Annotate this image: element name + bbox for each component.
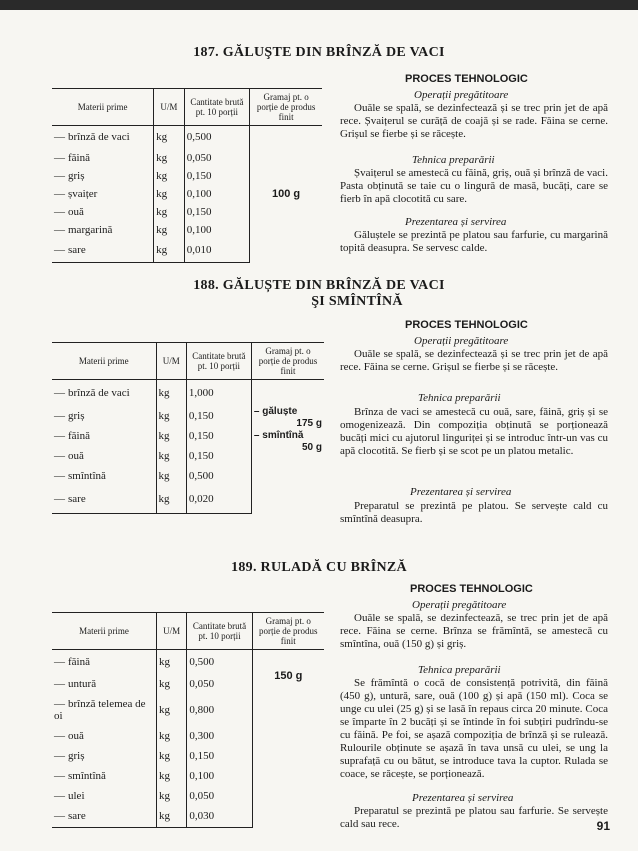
header-cantitate: Cantitate brută pt. 10 porții — [186, 343, 251, 380]
ingredient-name: ouă — [68, 449, 84, 462]
table-row: — șvaițer kg 0,100 — [52, 185, 322, 203]
recipe-188-title: 188. GĂLUȘTE DIN BRÎNZĂ DE VACI — [193, 278, 445, 293]
ingredient-name: sare — [68, 244, 86, 257]
recipe-189-section-text: Ouăle se spală, se dezinfectează, se trec prin jet de apă rece. Făina se cerne. Brînza se frămîntă, se amestecă cu smîntîna, ouă (150 g) și griș. — [340, 612, 608, 650]
ingredient-qty: 0,050 — [187, 786, 252, 806]
ingredient-qty: 0,500 — [186, 466, 251, 486]
table-row: — griș kg 0,150 — [52, 406, 324, 426]
ingredient-qty: 0,500 — [187, 650, 252, 674]
header-materii: Materii prime — [52, 343, 156, 380]
table-row: — griș kg 0,150 — [52, 746, 324, 766]
recipe-187-section-text: Găluștele se prezintă pe platou sau farfurie, cu margarină topită deasupra. Se servesc calde. — [340, 229, 608, 254]
recipe-187-ingredients-table — [52, 88, 322, 263]
ingredient-qty: 0,150 — [186, 406, 251, 426]
header-um: U/M — [156, 343, 186, 380]
page-number: 91 — [596, 819, 610, 833]
ingredient-unit: kg — [156, 406, 186, 426]
recipe-189-ingredients-table — [52, 612, 324, 828]
ingredient-qty: 1,000 — [186, 380, 251, 406]
ingredient-qty: 0,100 — [187, 766, 252, 786]
recipe-188-gramaj — [251, 380, 324, 514]
ingredient-qty: 0,800 — [187, 694, 252, 726]
table-row: — făină kg 0,500 150 g — [52, 650, 324, 674]
table-row: — ulei kg 0,050 — [52, 786, 324, 806]
ingredient-name: griș — [68, 749, 85, 762]
header-materii: Materii prime — [52, 89, 154, 126]
ingredient-name: ouă — [68, 729, 84, 742]
ingredient-name: brînză telemea de oi — [54, 697, 146, 722]
header-um: U/M — [156, 613, 186, 650]
header-cantitate: Cantitate brută pt. 10 porții — [184, 89, 249, 126]
ingredient-name: margarină — [68, 223, 113, 236]
ingredient-name: griș — [68, 169, 85, 182]
recipe-188-proces-title: PROCES TEHNOLOGIC — [405, 319, 528, 331]
header-materii: Materii prime — [52, 613, 156, 650]
ingredient-name: făină — [68, 429, 90, 442]
table-row: — brînză de vaci kg 1,000 – găluște 175 g – smîntînă 50 g — [52, 380, 324, 406]
recipe-189-section-text: Preparatul se prezintă pe platou sau farfurie. Se servește cald sau rece. — [340, 805, 608, 830]
ingredient-name: sare — [68, 810, 86, 823]
table-row: — sare kg 0,020 — [52, 486, 324, 514]
ingredient-name: smîntînă — [68, 469, 106, 482]
ingredient-qty: 0,010 — [184, 239, 249, 263]
recipe-189-section-heading: Prezentarea și servirea — [412, 792, 514, 804]
ingredient-qty: 0,150 — [186, 426, 251, 446]
table-row: — ouă kg 0,300 — [52, 726, 324, 746]
ingredient-unit: kg — [156, 466, 186, 486]
recipe-187-title: 187. GĂLUŞTE DIN BRÎNZĂ DE VACI — [193, 45, 445, 60]
header-gramaj: Gramaj pt. o porție de produs finit — [251, 343, 324, 380]
recipe-189-section-heading: Operații pregătitoare — [412, 599, 507, 611]
ingredient-unit: kg — [156, 486, 186, 514]
recipe-188-section-heading: Prezentarea și servirea — [410, 486, 512, 498]
ingredient-qty: 0,050 — [187, 674, 252, 694]
recipe-187-proces-title: PROCES TEHNOLOGIC — [405, 73, 528, 85]
recipe-187-section-text: Șvaițerul se amestecă cu făină, griș, ouă și brînză de vaci. Pasta obținută se taie cu o lingură de masă, bucăți, care se fierb în apă clocotită cu sare. — [340, 167, 608, 205]
ingredient-qty: 0,100 — [184, 185, 249, 203]
ingredient-unit: kg — [154, 239, 185, 263]
ingredient-unit: kg — [154, 149, 185, 167]
ingredient-unit: kg — [156, 694, 186, 726]
table-row: — griș kg 0,150 — [52, 167, 322, 185]
gramaj-value-galuste: 175 g — [296, 418, 322, 429]
ingredient-qty: 0,150 — [186, 446, 251, 466]
table-row: — sare kg 0,030 — [52, 806, 324, 828]
header-gramaj: Gramaj pt. o porție de produs finit — [252, 613, 324, 650]
recipe-189-section-text: Se frămîntă o cocă de consistență potrivită, din făină (450 g), untură, sare, ouă (100 g) și apă (150 ml). Coca se unge cu ulei (25 g) și se lasă în repaus circa 20 minute. Coca se împarte în 2 bucăți și se întinde în foi subțiri pudrîndu-se cu făină. Pe foi, se așază compoziția de brînză și se rulează. Rulourile obținute se așază în tava unsă cu ulei, se ung la suprafață cu ou bătut, se introduce tava la cuptor. Rulada se coace, se răcește, se porționează. — [340, 677, 608, 780]
ingredient-qty: 0,150 — [184, 203, 249, 221]
ingredient-qty: 0,020 — [186, 486, 251, 514]
table-row: — untură kg 0,050 — [52, 674, 324, 694]
ingredient-name: ulei — [68, 789, 85, 802]
ingredient-unit: kg — [156, 650, 186, 674]
recipe-187-section-heading: Operații pregătitoare — [414, 89, 509, 101]
recipe-188-section-heading: Tehnica preparării — [418, 392, 501, 404]
table-row: — smîntînă kg 0,500 — [52, 466, 324, 486]
ingredient-name: făină — [68, 655, 90, 668]
ingredient-unit: kg — [156, 786, 186, 806]
header-gramaj: Gramaj pt. o porție de produs finit — [250, 89, 322, 126]
table-row: — brînză telemea de oi kg 0,800 — [52, 694, 324, 726]
ingredient-unit: kg — [156, 426, 186, 446]
ingredient-unit: kg — [156, 380, 186, 406]
ingredient-qty: 0,100 — [184, 221, 249, 239]
recipe-189-gramaj: 150 g — [252, 650, 324, 828]
ingredient-unit: kg — [154, 126, 185, 149]
recipe-187-section-heading: Tehnica preparării — [412, 154, 495, 166]
ingredient-name: smîntînă — [68, 769, 106, 782]
ingredient-unit: kg — [156, 446, 186, 466]
ingredient-name: brînză de vaci — [68, 131, 130, 144]
recipe-188-ingredients-table — [52, 342, 324, 514]
ingredient-unit: kg — [156, 674, 186, 694]
recipe-188-section-heading: Operații pregătitoare — [414, 335, 509, 347]
gramaj-value-smintina: 50 g — [301, 442, 322, 453]
recipe-188-section-text: Ouăle se spală, se dezinfectează și se trec prin jet de apă rece. Făina se cerne. Grișul se fierbe și se răcește. — [340, 348, 608, 373]
recipe-189-section-heading: Tehnica preparării — [418, 664, 501, 676]
ingredient-name: sare — [68, 493, 86, 506]
ingredient-unit: kg — [154, 167, 185, 185]
ingredient-name: ouă — [68, 205, 84, 218]
ingredient-unit: kg — [156, 806, 186, 828]
ingredient-qty: 0,150 — [184, 167, 249, 185]
ingredient-qty: 0,300 — [187, 726, 252, 746]
table-row: — ouă kg 0,150 — [52, 446, 324, 466]
recipe-189-title: 189. RULADĂ CU BRÎNZĂ — [231, 560, 407, 575]
table-row: — margarină kg 0,100 — [52, 221, 322, 239]
table-row: — sare kg 0,010 — [52, 239, 322, 263]
ingredient-unit: kg — [156, 746, 186, 766]
recipe-188-title-line2: ŞI SMÎNTÎNĂ — [311, 294, 403, 309]
gramaj-label-smintina: – smîntînă — [253, 430, 304, 441]
header-um: U/M — [154, 89, 185, 126]
ingredient-name: griș — [68, 409, 85, 422]
ingredient-qty: 0,030 — [187, 806, 252, 828]
ingredient-name: brînză de vaci — [68, 386, 130, 399]
recipe-187-gramaj: 100 g — [250, 126, 322, 263]
ingredient-unit: kg — [154, 185, 185, 203]
recipe-187-section-heading: Prezentarea și servirea — [405, 216, 507, 228]
recipe-189-proces-title: PROCES TEHNOLOGIC — [410, 583, 533, 595]
ingredient-qty: 0,150 — [187, 746, 252, 766]
recipe-187-section-text: Ouăle se spală, se dezinfectează și se trec prin jet de apă rece. Șvaițerul se curăță de coajă și se rade. Făina se cerne. Grișul se fierbe și se răcește. — [340, 102, 608, 140]
table-row: — ouă kg 0,150 — [52, 203, 322, 221]
gramaj-label-galuste: – găluște — [253, 406, 298, 417]
ingredient-name: untură — [68, 677, 97, 690]
table-row: — brînză de vaci kg 0,500 100 g — [52, 126, 322, 149]
ingredient-unit: kg — [154, 221, 185, 239]
ingredient-qty: 0,050 — [184, 149, 249, 167]
ingredient-unit: kg — [156, 726, 186, 746]
page-top-edge — [0, 0, 638, 10]
table-row: — făină kg 0,050 — [52, 149, 322, 167]
recipe-188-section-text: Preparatul se prezintă pe platou. Se servește cald cu smîntînă deasupra. — [340, 500, 608, 525]
ingredient-unit: kg — [156, 766, 186, 786]
ingredient-unit: kg — [154, 203, 185, 221]
recipe-188-section-text: Brînza de vaci se amestecă cu ouă, sare, făină, griș și se omogenizează. Din compoziția obținută se porționează bucăți mici cu ajutorul linguriței și se introduc într-un vas cu apă clocotită. Se fierb și se scot pe un platou metalic. — [340, 406, 608, 457]
header-cantitate: Cantitate brută pt. 10 porții — [187, 613, 252, 650]
ingredient-name: șvaițer — [68, 187, 98, 200]
ingredient-qty: 0,500 — [184, 126, 249, 149]
ingredient-name: făină — [68, 151, 90, 164]
table-row: — smîntînă kg 0,100 — [52, 766, 324, 786]
table-row: — făină kg 0,150 — [52, 426, 324, 446]
